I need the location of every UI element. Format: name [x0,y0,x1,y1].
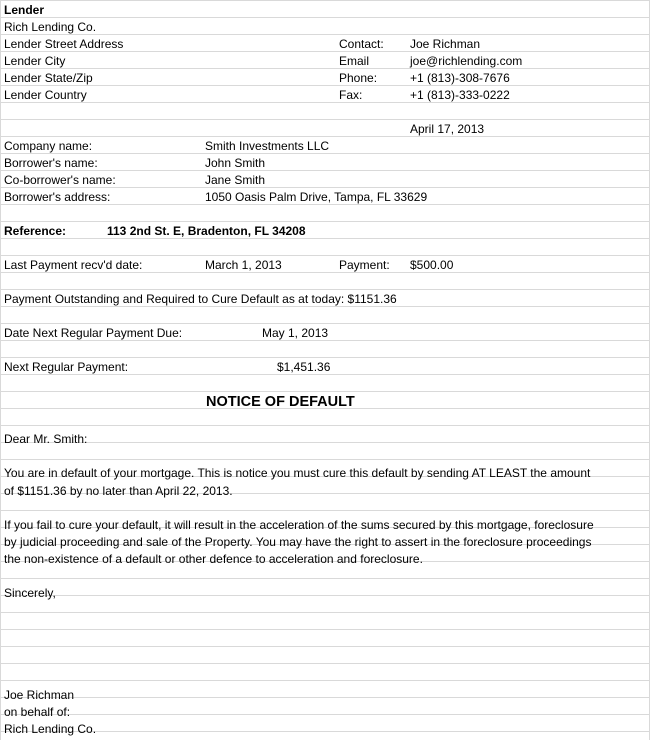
lender-country: Lender Country [4,88,87,102]
signature-name: Joe Richman [4,688,75,702]
last-payment-date: March 1, 2013 [205,258,282,272]
coborrower-value: Jane Smith [205,173,266,187]
next-due-value: May 1, 2013 [262,326,329,340]
paragraph-1-line-2: of $1151.36 by no later than April 22, 2013. [4,484,233,498]
coborrower-label: Co-borrower's name: [4,173,116,187]
lender-heading: Lender [4,3,45,17]
lender-name: Rich Lending Co. [4,20,97,34]
closing: Sincerely, [4,586,56,600]
letter-date: April 17, 2013 [410,122,485,136]
signature-company: Rich Lending Co. [4,722,97,736]
email-label: Email [339,54,370,68]
outstanding-amount: Payment Outstanding and Required to Cure Default as at today: $1151.36 [4,292,397,306]
reference-value: 113 2nd St. E, Bradenton, FL 34208 [107,224,306,238]
email-value: joe@richlending.com [410,54,523,68]
borrower-name-label: Borrower's name: [4,156,98,170]
borrower-name-value: John Smith [205,156,266,170]
company-label: Company name: [4,139,93,153]
paragraph-1-line-1: You are in default of your mortgage. This is notice you must cure this default by sending AT LEAST the amount [4,466,591,480]
company-value: Smith Investments LLC [205,139,330,153]
payment-value: $500.00 [410,258,454,272]
signature-behalf: on behalf of: [4,705,71,719]
paragraph-2-line-3: the non-existence of a default or other defence to acceleration and foreclosure. [4,552,423,566]
column-gridline [0,0,1,740]
phone-value: +1 (813)-308-7676 [410,71,510,85]
notice-title: NOTICE OF DEFAULT [206,394,355,410]
fax-label: Fax: [339,88,363,102]
contact-value: Joe Richman [410,37,481,51]
contact-label: Contact: [339,37,384,51]
last-payment-label: Last Payment recv'd date: [4,258,143,272]
payment-label: Payment: [339,258,390,272]
next-due-label: Date Next Regular Payment Due: [4,326,183,340]
next-payment-value: $1,451.36 [277,360,331,374]
lender-street: Lender Street Address [4,37,124,51]
borrower-address-label: Borrower's address: [4,190,111,204]
next-payment-label: Next Regular Payment: [4,360,129,374]
reference-label: Reference: [4,224,67,238]
salutation: Dear Mr. Smith: [4,432,88,446]
paragraph-2-line-1: If you fail to cure your default, it will result in the acceleration of the sums secured by this mortgage, foreclosure [4,518,594,532]
lender-state-zip: Lender State/Zip [4,71,93,85]
lender-city: Lender City [4,54,66,68]
paragraph-2-line-2: by judicial proceeding and sale of the Property. You may have the right to assert in the foreclosure proceedings [4,535,592,549]
fax-value: +1 (813)-333-0222 [410,88,510,102]
borrower-address-value: 1050 Oasis Palm Drive, Tampa, FL 33629 [205,190,428,204]
phone-label: Phone: [339,71,378,85]
